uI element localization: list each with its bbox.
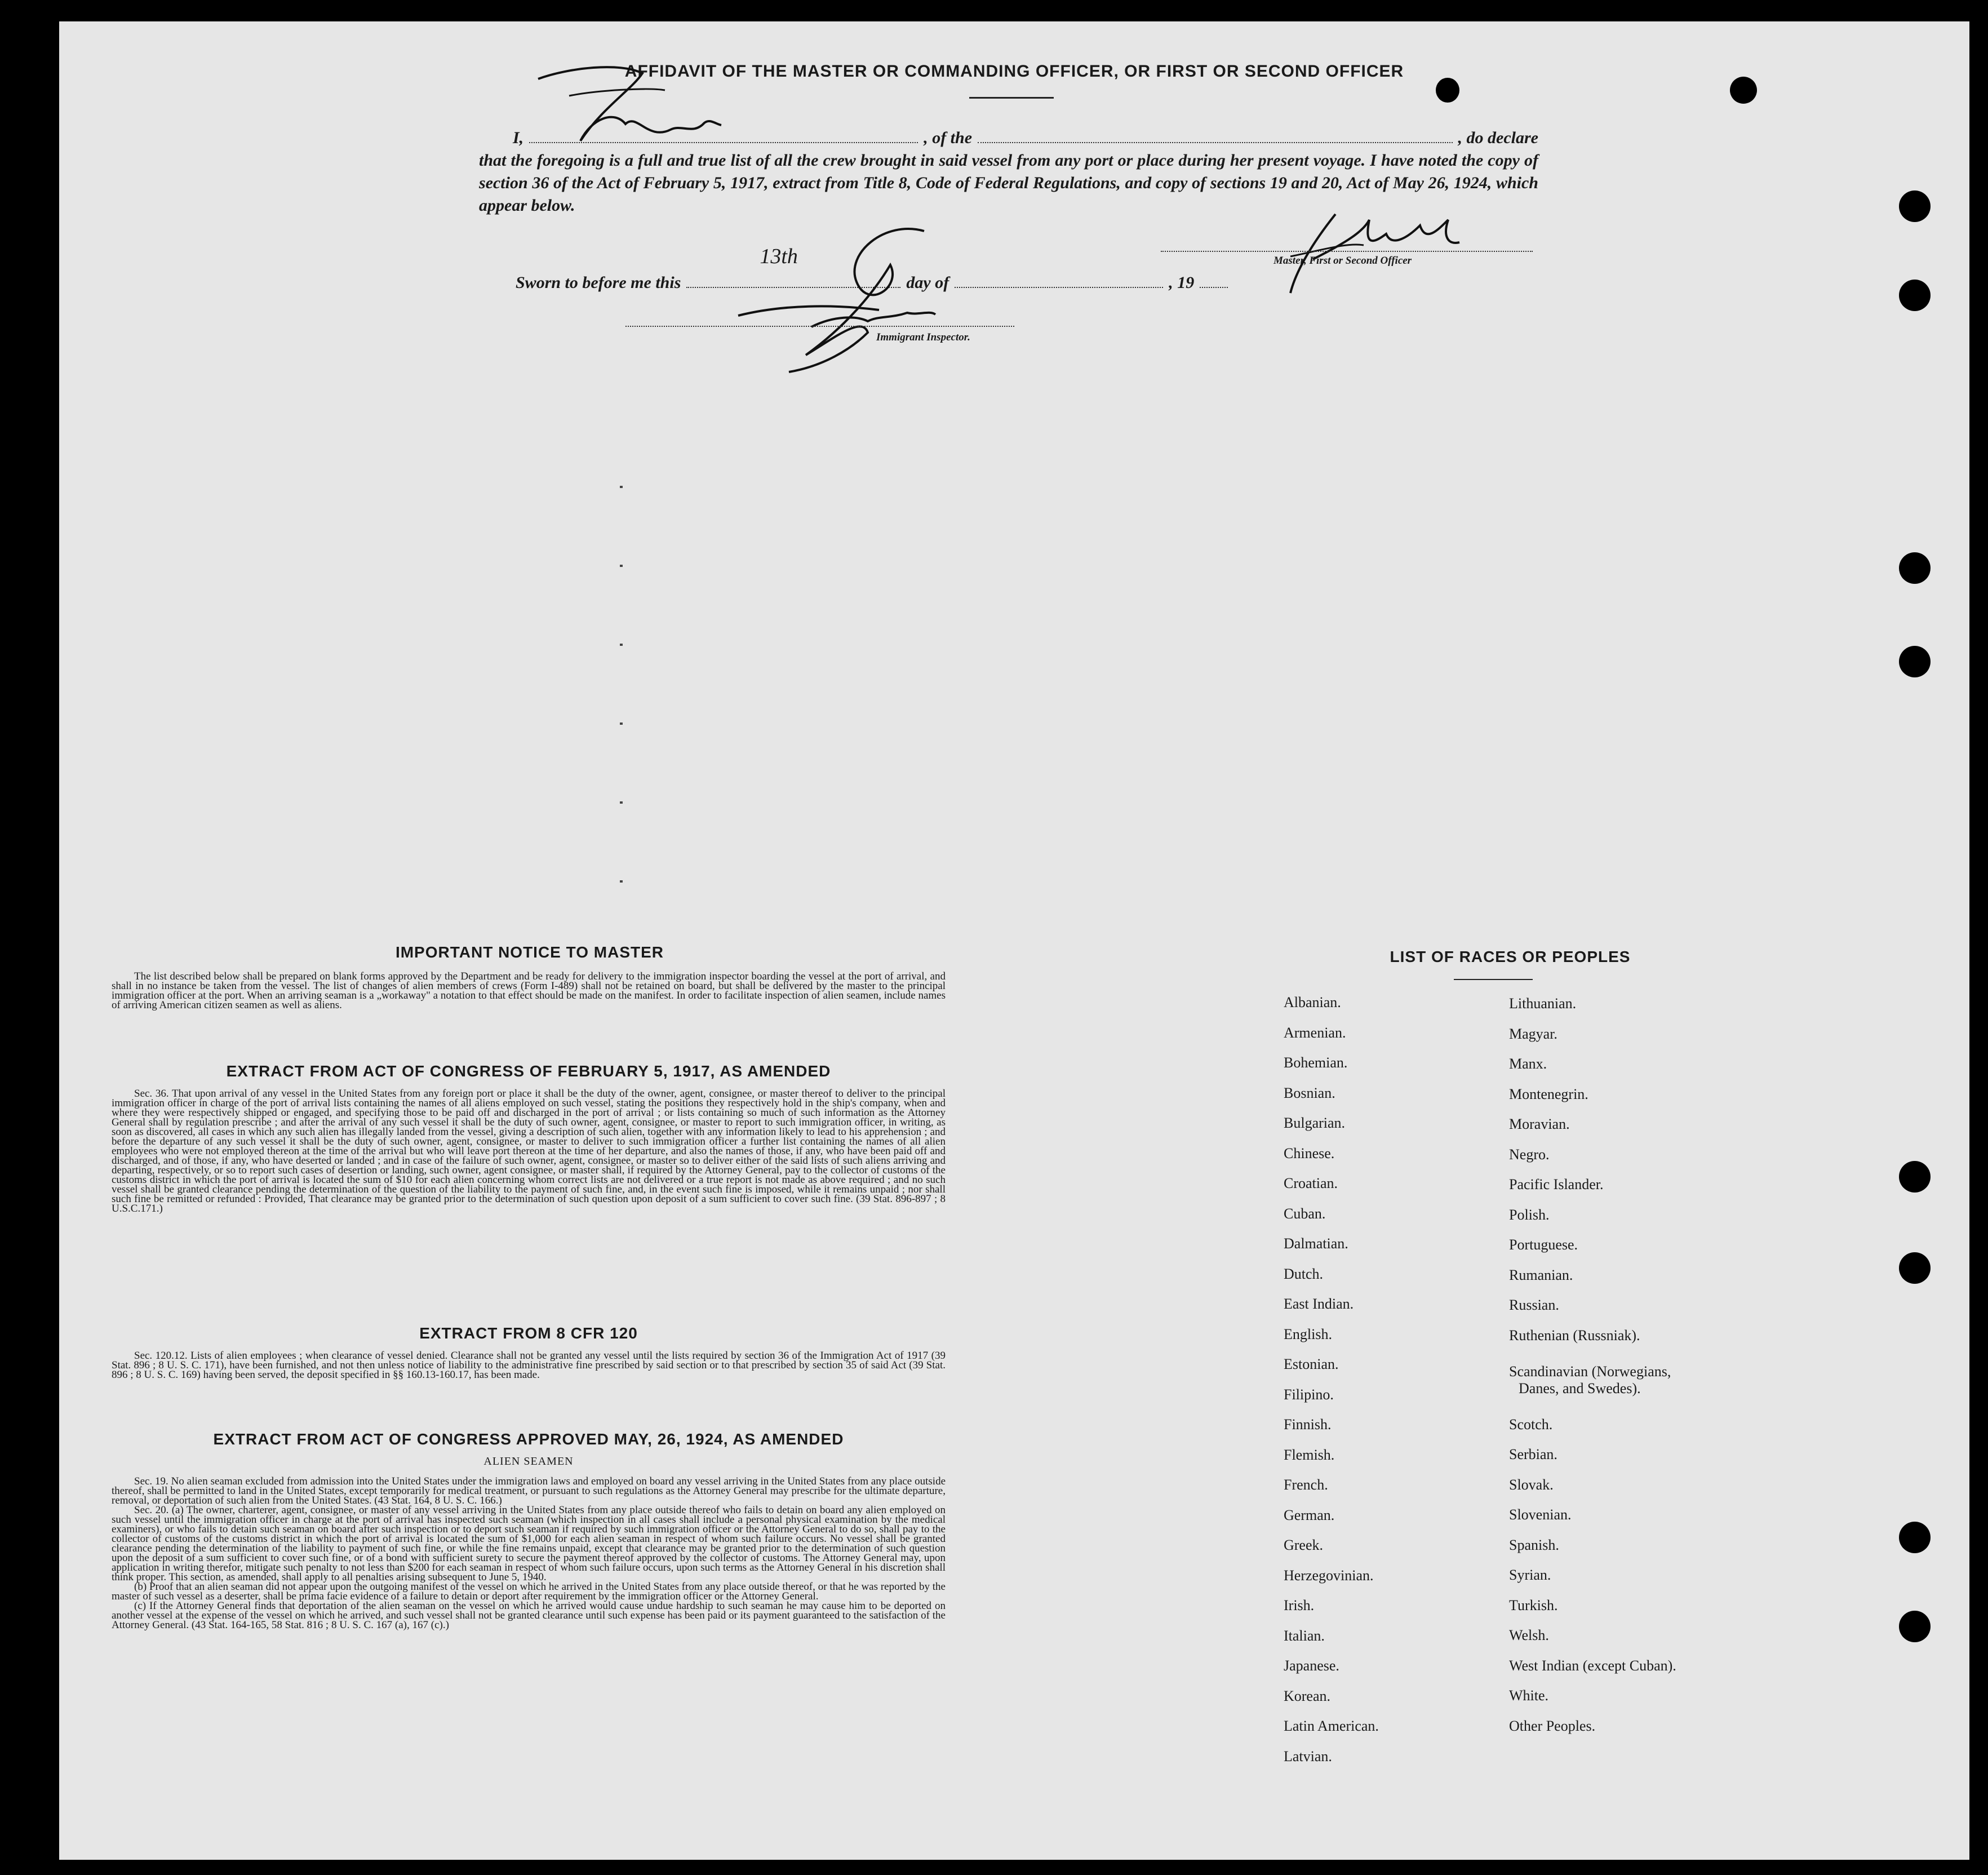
race-item: Scotch.	[1509, 1416, 1553, 1433]
race-item: White.	[1509, 1687, 1549, 1704]
punch-hole	[1899, 646, 1931, 677]
race-item: Cuban.	[1284, 1205, 1326, 1222]
race-item: French.	[1284, 1477, 1328, 1493]
race-item: Danes, and Swedes).	[1519, 1380, 1641, 1397]
punch-hole	[1899, 1611, 1931, 1642]
extract-1924-text	[112, 1477, 946, 1630]
race-item: Flemish.	[1284, 1446, 1335, 1463]
notice-title: IMPORTANT NOTICE TO MASTER	[395, 943, 664, 961]
race-item: Latin American.	[1284, 1718, 1379, 1734]
affidavit-do-declare: , do declare	[1458, 128, 1538, 147]
notice-paragraph: The list described below shall be prepared on blank forms approved by the Department and be ready for delivery to the immigration inspector boarding the vessel at the port of arrival, and shall in no instance be taken from the vessel. The list of changes of alien members of crews (Form I-489) shall not be retained on board, but shall be delivered by the master to the principal immigration officer at the port. When an arriving seaman is a „workaway" a notation to that effect should be made on the manifest. In order to facilitate inspection of alien seamen, include names of arriving American citizen seamen as well as aliens.	[112, 970, 946, 1011]
extract-cfr-title: EXTRACT FROM 8 CFR 120	[419, 1324, 638, 1342]
race-item: English.	[1284, 1326, 1332, 1342]
punch-hole	[1730, 77, 1757, 104]
page-mark	[620, 644, 623, 646]
race-item: Slovenian.	[1509, 1506, 1572, 1523]
punch-hole	[1436, 78, 1459, 103]
race-item: Bohemian.	[1284, 1054, 1348, 1071]
master-signature-handwritten	[535, 56, 727, 152]
sec-36-paragraph: Sec. 36. That upon arrival of any vessel in the United States from any foreign port or place it shall be the duty of the owner, agent, consignee, or master thereof to deliver to the principal immigration officer in charge of the port of arrival lists containing the names of all aliens employed on such vessel, stating the positions they respectively hold in the ship's company, when and where they were respectively shipped or engaged, and specifying those to be paid off and discharged in the port of arrival ; or lists containing so much of such information as the Attorney General shall by regulation prescribe ; and after the arrival of any such vessel it shall be the duty of such owner, agent, consignee, or master to report to such immigration officer, in writing, as soon as discovered, all cases in which any such alien has illegally landed from the vessel, giving a description of such alien, together with any information likely to lead to his apprehension ; and before the departure of any such vessel it shall be the duty of such owner, agent, consignee, or master to deliver to such immigration officer a further list containing the names of all alien employees who were not employed thereon at the time of the arrival but who will leave port thereon at the time of her departure, and also the names of those, if any, who have been paid off and discharged, and of those, if any, who have deserted or landed ; and in case of the failure of such owner, agent, consignee, or master so to deliver either of the said lists of such aliens arriving and departing, respectively, or so to report such cases of desertion or landing, such owner, agent consignee, or master shall, if required by the Attorney General, pay to the collector of customs of the customs district in which the port of arrival is located the sum of $10 for each alien concerning whom correct lists are not delivered or a true report is not made as above required ; and no such vessel shall be granted clearance pending the determination of the question of the liability to the payment of such fine, and, in the event such fine is imposed, while it remains unpaid ; nor shall such fine be remitted or refunded : Provided, That clearance may be granted prior to the determination of such question upon deposit of a sum sufficient to cover such fine. (39 Stat. 896-897 ; 8 U.S.C.171.)	[112, 1088, 946, 1214]
race-item: Armenian.	[1284, 1024, 1346, 1041]
race-item: Other Peoples.	[1509, 1717, 1596, 1734]
race-item: Moravian.	[1509, 1116, 1570, 1132]
page-mark	[620, 722, 623, 725]
sec-20a-paragraph: Sec. 20. (a) The owner, charterer, agent, consignee, or master of any vessel arriving in the United States from any place outside thereof who fails to detain on board any alien employed on such vessel until the immigration officer in charge at the port of arrival has inspected such seaman (which inspection in all cases shall include a personal physical examination by the medical examiners), or who fails to detain such seaman on board after such inspection or to deport such seaman if required by such immigration officer or the Attorney General to do so, shall pay to the collector of customs of the customs district in which the port of arrival is located the sum of $1,000 for each alien seaman in respect of whom such failure occurs. No vessel shall be granted clearance pending the determination of the liability to payment of such fine, or while the fine remains unpaid, except that clearance may be granted prior to the determination of such question upon the deposit of a sum sufficient to cover such fine, or of a bond with sufficient surety to secure the payment thereof approved by the collector of customs. The Attorney General may, upon application in writing therefor, mitigate such penalty to not less than $200 for each seaman in respect of whom such failure occurs, upon such terms as the Attorney General in his discretion shall think proper. This section, as amended, shall apply to all penalties arising subsequent to June 5, 1940.	[112, 1504, 946, 1583]
sworn-year: , 19	[1169, 273, 1195, 292]
extract-1917-text	[112, 1089, 946, 1213]
extract-1917-title: EXTRACT FROM ACT OF CONGRESS OF FEBRUARY 5, 1917, AS AMENDED	[226, 1062, 831, 1080]
race-item: Turkish.	[1509, 1597, 1558, 1614]
race-item: Italian.	[1284, 1627, 1325, 1644]
inspector-caption: Immigrant Inspector.	[876, 331, 970, 343]
race-item: Polish.	[1509, 1206, 1550, 1223]
officer-caption: Master, First or Second Officer	[1273, 255, 1412, 267]
title-divider	[969, 97, 1054, 99]
race-item: Negro.	[1509, 1146, 1550, 1163]
sworn-prefix: Sworn to before me this	[516, 273, 681, 292]
affidavit-of-the: , of the	[924, 128, 973, 147]
race-item: Serbian.	[1509, 1446, 1557, 1462]
alien-seamen-subtitle: ALIEN SEAMEN	[483, 1455, 574, 1468]
race-item: Welsh.	[1509, 1627, 1549, 1643]
race-item: Irish.	[1284, 1597, 1315, 1614]
race-item: Filipino.	[1284, 1386, 1334, 1403]
race-item: Greek.	[1284, 1537, 1324, 1553]
officer-signature-line	[1161, 251, 1533, 252]
race-item: Scandinavian (Norwegians,	[1509, 1363, 1671, 1380]
race-item: East Indian.	[1284, 1296, 1354, 1312]
punch-hole	[1899, 280, 1931, 311]
race-item: Pacific Islander.	[1509, 1176, 1604, 1193]
race-item: Croatian.	[1284, 1175, 1338, 1191]
race-item: West Indian (except Cuban).	[1509, 1657, 1676, 1674]
extract-1924-title: EXTRACT FROM ACT OF CONGRESS APPROVED MAY, 26, 1924, AS AMENDED	[213, 1430, 844, 1448]
race-item: Dalmatian.	[1284, 1235, 1348, 1252]
race-item: German.	[1284, 1506, 1335, 1523]
race-item: Manx.	[1509, 1056, 1547, 1072]
race-item: Ruthenian (Russniak).	[1509, 1327, 1640, 1344]
affidavit-body: that the foregoing is a full and true list of all the crew brought in said vessel from any port or place during her present voyage. I have noted the copy of section 36 of the Act of February 5, 1917, extract from Title 8, Code of Federal Regulations, and copy of sections 19 and 20, Act of May 26, 1924, which appear below.	[479, 151, 1538, 215]
sec-20b-paragraph: (b) Proof that an alien seaman did not appear upon the outgoing manifest of the vessel on which he arrived in the United States from any place outside thereof, or that he was reported by the master of such vessel as a deserter, shall be prima facie evidence of a failure to detain or deport after requirement by the immigration officer or the Attorney General.	[112, 1581, 946, 1602]
punch-hole	[1899, 190, 1931, 222]
page-mark	[620, 880, 623, 883]
race-item: Japanese.	[1284, 1657, 1339, 1674]
races-title: LIST OF RACES OR PEOPLES	[1390, 948, 1631, 965]
race-item: Lithuanian.	[1509, 995, 1577, 1012]
sec-20c-paragraph: (c) If the Attorney General finds that deportation of the alien seaman on the vessel on which he arrived would cause undue hardship to such seaman he may cause him to be deported on another vessel at the expense of the vessel on which he arrived, and such vessel shall not be granted clearance until such expense has been paid or its payment guaranteed to the satisfaction of the Attorney General. (43 Stat. 164-165, 58 Stat. 816 ; 8 U. S. C. 167 (a), 167 (c).)	[112, 1600, 946, 1631]
inspector-signature-line	[625, 326, 1014, 327]
sworn-year-field	[1200, 273, 1228, 288]
notice-text	[112, 972, 946, 1010]
extract-cfr-text	[112, 1351, 946, 1380]
race-item: Finnish.	[1284, 1416, 1332, 1433]
sworn-day-value: 13th	[760, 245, 798, 268]
affidavit-i: I,	[513, 128, 524, 147]
race-item: Estonian.	[1284, 1356, 1339, 1372]
race-item: Latvian.	[1284, 1748, 1332, 1765]
race-item: Rumanian.	[1509, 1266, 1573, 1283]
race-item: Magyar.	[1509, 1025, 1557, 1042]
affidavit-title: AFFIDAVIT OF THE MASTER OR COMMANDING OFFICER, OR FIRST OR SECOND OFFICER	[624, 62, 1404, 81]
race-item: Albanian.	[1284, 994, 1341, 1010]
sworn-day-of: day of	[906, 273, 949, 292]
page-mark	[620, 486, 623, 488]
race-item: Montenegrin.	[1509, 1085, 1588, 1102]
punch-hole	[1899, 1252, 1931, 1284]
punch-hole	[1899, 1522, 1931, 1553]
race-item: Korean.	[1284, 1687, 1331, 1704]
race-item: Dutch.	[1284, 1265, 1324, 1282]
race-item: Herzegovinian.	[1284, 1567, 1374, 1584]
race-item: Portuguese.	[1509, 1236, 1578, 1253]
race-item: Chinese.	[1284, 1145, 1335, 1162]
sworn-month-field	[955, 273, 1163, 288]
races-title-divider	[1454, 979, 1533, 980]
race-item: Syrian.	[1509, 1567, 1551, 1583]
race-item: Bosnian.	[1284, 1084, 1335, 1101]
sec-120-12-paragraph: Sec. 120.12. Lists of alien employees ; when clearance of vessel denied. Clearance shall not be granted any vessel until the lists required by section 36 of the Immigration Act of 1917 (39 Stat. 896 ; 8 U. S. C. 171), have been furnished, and not then unless notice of liability to the administrative fine prescribed by said section or to that prescribed by section 35 of said Act (39 Stat. 896 ; 8 U. S. C. 169) having been served, the deposit specified in §§ 160.13-160.17, has been made.	[112, 1350, 946, 1381]
punch-hole	[1899, 1161, 1931, 1193]
race-item: Spanish.	[1509, 1536, 1559, 1553]
race-item: Russian.	[1509, 1297, 1559, 1313]
race-item: Slovak.	[1509, 1476, 1554, 1493]
punch-hole	[1899, 552, 1931, 584]
race-item: Bulgarian.	[1284, 1115, 1346, 1131]
vessel-name-field	[978, 128, 1453, 143]
page-mark	[620, 801, 623, 804]
sec-19-paragraph: Sec. 19. No alien seaman excluded from admission into the United States under the immigration laws and employed on board any vessel arriving in the United States from any place outside thereof, shall be permitted to land in the United States, except temporarily for medical treatment, or pursuant to such regulations as the Attorney General may prescribe for the ultimate departure, removal, or deportation of such alien from the United States. (43 Stat. 164, 8 U. S. C. 166.)	[112, 1475, 946, 1506]
page-mark	[620, 565, 623, 567]
inspector-signature	[721, 220, 980, 378]
